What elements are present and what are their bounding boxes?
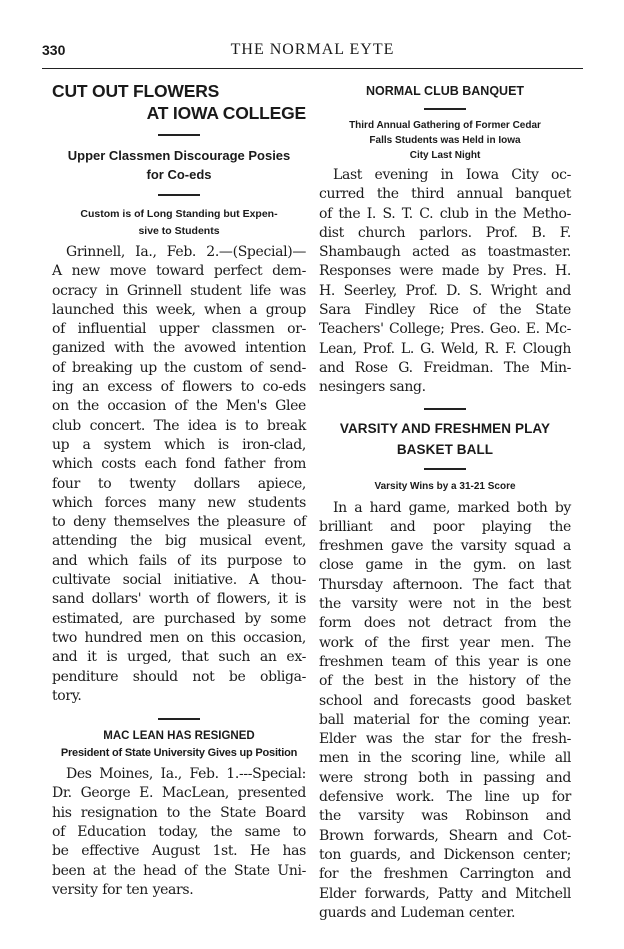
- left-column: [52, 80, 306, 900]
- body-line: and it is urged, that such an ex-: [52, 649, 306, 666]
- body-line: cultivate social initiative. A thou-: [52, 572, 306, 589]
- body-line: Thursday afternoon. The fact that: [319, 576, 571, 593]
- body-line: men in the scoring line, while all: [319, 750, 571, 767]
- body-line: of Education today, the same to: [52, 824, 306, 841]
- article-deck: [52, 206, 306, 240]
- body-line: to deny themselves the pleasure of: [52, 514, 306, 531]
- article-deck: [319, 118, 571, 163]
- body-line: In a hard game, marked both by: [333, 499, 571, 516]
- divider-rule: [424, 408, 466, 410]
- body-line: up a system which is iron-clad,: [52, 436, 306, 453]
- body-line: the varsity were not in the best: [319, 596, 571, 613]
- body-line: and which fails of its purpose to: [52, 552, 306, 569]
- body-line: tory.: [52, 687, 82, 704]
- body-line: Brown forwards, Shearn and Cot-: [319, 827, 571, 844]
- body-line: Shambaugh acted as toastmaster.: [319, 244, 571, 261]
- body-line: Responses were made by Pres. H.: [319, 263, 571, 280]
- body-line: guards and Ludeman center.: [319, 904, 516, 921]
- article-maclean-resigned: [52, 718, 306, 900]
- body-line: Des Moines, Ia., Feb. 1.---Special:: [66, 766, 306, 783]
- subhead-line: Upper Classmen Discourage Posies: [67, 148, 291, 163]
- body-line: been at the head of the State Uni-: [52, 862, 306, 879]
- divider-rule: [158, 134, 200, 136]
- body-line: Dr. George E. MacLean, presented: [52, 785, 306, 802]
- body-line: Lean, Prof. L. G. Weld, R. F. Clough: [319, 340, 571, 357]
- journal-title: THE NORMAL EYTE: [230, 41, 395, 58]
- deck-line: City Last Night: [409, 150, 481, 161]
- deck-line: Falls Students was Held in Iowa: [369, 135, 521, 146]
- body-line: ball material for the coming year.: [319, 711, 571, 728]
- body-line: H. Seerley, Prof. D. S. Wright and: [319, 282, 571, 299]
- body-line: estimated, are purchased by some: [52, 610, 306, 627]
- body-line: attending the big musical event,: [52, 533, 306, 550]
- body-line: ganized with the avowed intention: [52, 340, 306, 357]
- article-varsity-freshmen: [319, 408, 571, 924]
- deck-line: Custom is of Long Standing but Expen-: [80, 208, 278, 220]
- body-line: curred the third annual banquet: [319, 186, 571, 203]
- body-line: on the occasion of the Men's Glee: [52, 398, 306, 415]
- body-line: of influential upper classmen or-: [52, 321, 306, 338]
- body-line: work of the first year men. The: [319, 634, 571, 651]
- article-headline: [319, 418, 571, 460]
- body-line: for the freshmen Carrington and: [319, 866, 571, 883]
- body-line: school and forecasts good basket: [319, 692, 571, 709]
- body-line: the varsity was Robinson and: [319, 808, 571, 825]
- body-line: were strong both in passing and: [319, 769, 571, 786]
- article-subhead: President of State University Gives up Position: [60, 747, 298, 760]
- body-line: Elder was the star for the fresh-: [319, 731, 571, 748]
- body-line: brilliant and poor playing the: [319, 518, 571, 535]
- article-body: [52, 765, 306, 900]
- article-cut-out-flowers: [52, 80, 306, 706]
- headline-line: AT IOWA COLLEGE: [146, 103, 306, 123]
- body-line: of breaking up the custom of send-: [52, 359, 306, 376]
- article-headline: MAC LEAN HAS RESIGNED: [103, 730, 255, 743]
- body-line: Teachers' College; Pres. Geo. E. Mc-: [319, 321, 571, 338]
- body-line: launched this week, when a group: [52, 301, 306, 318]
- body-line: his resignation to the State Board: [52, 804, 306, 821]
- body-line: form does not detract from the: [319, 615, 571, 632]
- headline-line: CUT OUT FLOWERS: [52, 81, 220, 101]
- divider-rule: [424, 108, 466, 110]
- body-line: four to twenty dollars apiece,: [52, 475, 306, 492]
- divider-rule: [158, 718, 200, 720]
- body-line: dist church parlors. Prof. B. F.: [319, 224, 571, 241]
- body-line: versity for ten years.: [52, 881, 194, 898]
- body-line: Sara Findley Rice of the State: [319, 302, 571, 319]
- headline-line: BASKET BALL: [396, 441, 494, 457]
- subhead-line: for Co-eds: [146, 167, 212, 182]
- body-line: which costs each fond father from: [52, 456, 306, 473]
- body-line: Last evening in Iowa City oc-: [333, 167, 571, 183]
- headline-line: VARSITY AND FRESHMEN PLAY: [339, 420, 551, 436]
- body-line: and Rose G. Freidman. The Min-: [319, 359, 571, 376]
- body-line: of the best in the history of the: [319, 673, 571, 690]
- body-line: freshmen team of this year is one: [319, 653, 571, 670]
- body-line: ing an excess of flowers to co-eds: [52, 379, 306, 396]
- body-line: freshmen gave the varsity squad a: [319, 538, 571, 555]
- body-line: ocracy in Grinnell student life was: [52, 282, 306, 299]
- body-line: nesingers sang.: [319, 379, 426, 396]
- right-column: [319, 80, 571, 923]
- article-deck: Varsity Wins by a 31-21 Score: [374, 480, 516, 492]
- divider-rule: [424, 468, 466, 470]
- page-header: [42, 38, 583, 69]
- article-body: [52, 243, 306, 706]
- body-line: close game in the gym. on last: [319, 557, 571, 574]
- body-line: be effective August 1st. He has: [52, 843, 306, 860]
- body-line: Elder forwards, Patty and Mitchell: [319, 885, 571, 902]
- article-body: [319, 499, 571, 924]
- body-line: of the I. S. T. C. club in the Metho-: [319, 205, 571, 222]
- body-line: two hundred men on this occasion,: [52, 629, 306, 646]
- deck-line: sive to Students: [138, 225, 220, 237]
- article-normal-club-banquet: [319, 83, 571, 398]
- body-line: penditure should not be obliga-: [52, 668, 306, 685]
- body-line: ton guards, and Dickenson center;: [319, 846, 571, 863]
- body-line: sand dollars' worth of flowers, it is: [52, 591, 306, 608]
- body-line: which forces many new students: [52, 494, 306, 511]
- article-headline: [52, 80, 306, 124]
- article-headline: NORMAL CLUB BANQUET: [365, 84, 525, 98]
- body-line: Grinnell, Ia., Feb. 2.—(Special)—: [66, 244, 306, 260]
- page-number: 330: [42, 42, 66, 58]
- deck-line: Third Annual Gathering of Former Cedar: [349, 120, 541, 131]
- divider-rule: [158, 194, 200, 196]
- body-line: club concert. The idea is to break: [52, 417, 306, 434]
- article-subhead: [52, 146, 306, 184]
- article-body: [319, 166, 571, 398]
- body-line: defensive work. The line up for: [319, 789, 571, 806]
- body-line: A new move toward perfect dem-: [52, 263, 306, 280]
